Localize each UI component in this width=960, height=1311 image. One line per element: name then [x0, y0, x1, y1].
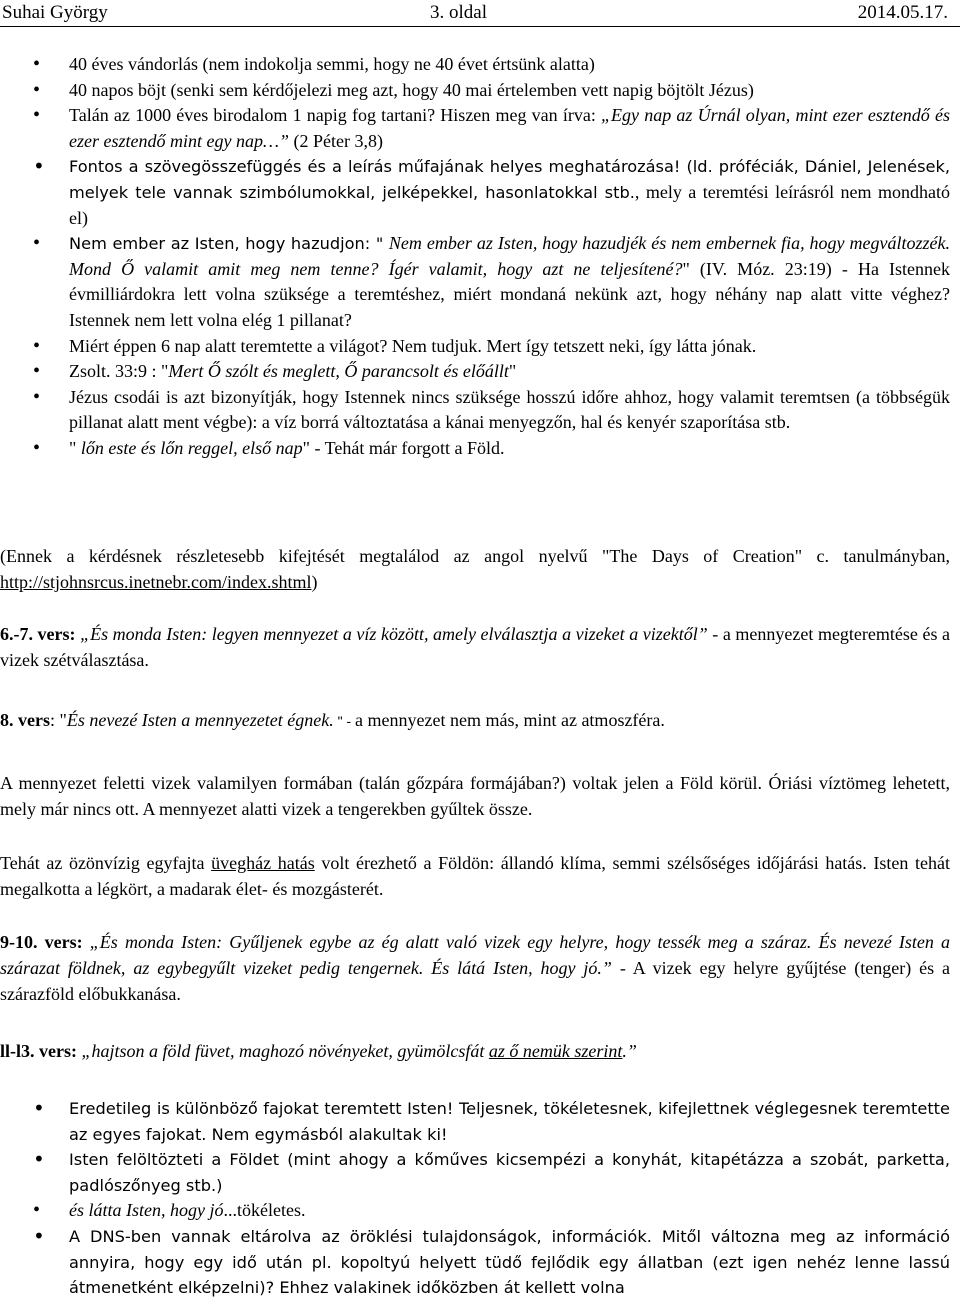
verse-9-10: 9-10. vers: „És monda Isten: Gyűljenek egybe az ég alatt való vizek egy helyre, hogy tessék meg a száraz. És nevezé Isten a szárazat földnek, az egybegyűlt vizeket pedig tengernek. És látá Isten, hogy jó.” - A vizek egy helyre gyűjtése (tenger) és a szárazföld előbukkanása. — [0, 932, 950, 1004]
scripture-quote: Mert Ő szólt és meglett, Ő parancsolt és előállt — [168, 361, 509, 382]
list-item: • 40 napos böjt (senki sem kérdőjelezi meg azt, hogy 40 mai értelemben vett napig böjtölt Jézus) — [0, 78, 960, 104]
verse-ref: 6.-7. vers: — [0, 624, 81, 644]
list-item: • Fontos a szövegösszefüggés és a leírás műfajának helyes meghatározása! (ld. próféciák, Dániel, Jelenések, melyek tele vannak szimbólumokkal, jelképekkel, hasonlatokkal stb., mely a teremtési leírásról nem mondható el) — [0, 154, 960, 231]
list-item: • Miért éppen 6 nap alatt teremtette a világot? Nem tudjuk. Mert így tetszett neki, így látta jónak. — [0, 334, 960, 360]
reference-link[interactable]: http://stjohnsrcus.inetnebr.com/index.shtml — [0, 572, 312, 592]
list-item: • Isten felöltözteti a Földet (mint ahogy a kőműves kicsempézi a konyhát, kitapétázza a szobát, parketta, padlószőnyeg stb.) — [0, 1147, 960, 1198]
list-item: • Nem ember az Isten, hogy hazudjon: " Nem ember az Isten, hogy hazudjék és nem embernek fia, hogy megváltozzék. Mond Ő valamit amit meg nem tenne? Ígér valamit, hogy azt ne teljesítené?" (IV. Móz. 23:19) - Ha Istennek évmilliárdokra lett volna szüksége a teremtéshez, miért mondaná nekünk azt, hogy néhány nap alatt vitte véghez? Istennek nem lett volna elég 1 pillanat? — [0, 231, 960, 333]
verse-ref: 8. vers — [0, 710, 50, 730]
list-item: • 40 éves vándorlás (nem indokolja semmi, hogy ne 40 évet értsünk alatta) — [0, 52, 960, 78]
bullet-list-2 — [0, 1096, 960, 1301]
verse-11-13 — [0, 1038, 950, 1064]
scripture-quote: „És monda Isten: Gyűljenek egybe az ég alatt való vizek egy helyre, hogy tessék meg a száraz. És nevezé Isten a szárazat földnek, az egybegyűlt vizeket pedig tengernek. És látá Isten, hogy jó.” — [0, 932, 950, 978]
list-item: • Talán az 1000 éves birodalom 1 napig fog tartani? Hiszen meg van írva: „Egy nap az Úrnál olyan, mint ezer esztendő és ezer esztendő mint egy nap…” (2 Péter 3,8) — [0, 103, 960, 154]
bullet-list-1 — [0, 52, 960, 462]
paragraph-water: A mennyezet feletti vizek valamilyen formában (talán gőzpára formájában?) voltak jelen a Föld körül. Óriási víztömeg lehetett, mely már nincs ott. A mennyezet alatti vizek a tengerekben gyűltek össze. — [0, 773, 950, 819]
scripture-quote: „Egy nap az Úrnál olyan, mint ezer esztendő és ezer esztendő mint egy nap…” — [69, 105, 950, 151]
scripture-quote: „hajtson a föld füvet, maghozó növényeket, gyümölcsfát az ő nemük szerint.” — [81, 1041, 637, 1061]
scripture-quote: És nevezé Isten a mennyezetet égnek. — [66, 710, 334, 730]
list-item: • A DNS-ben vannak eltárolva az öröklési tulajdonságok, információk. Mitől változna meg az információ annyira, hogy egy idő után pl. kopoltyú helyett tüdő fejlődik egy állatban (ezt igen nehéz lenne lassú átmenetként elképzelni)? Ehhez valakinek időközben át kellett volna — [0, 1224, 960, 1301]
header-page-number: 3. oldal — [430, 2, 487, 23]
verse-8: 8. vers: "És nevezé Isten a mennyezetet égnek. " - a mennyezet nem más, mint az atmoszféra. — [0, 710, 665, 730]
scripture-quote: „És monda Isten: legyen mennyezet a víz között, amely elválasztja a vizeket a vizektől” — [80, 624, 708, 644]
list-item: • Eredetileg is különböző fajokat teremtett Isten! Teljesnek, tökéletesnek, kifejlettnek véglegesnek teremtette az egyes fajokat. Nem egymásból alakultak ki! — [0, 1096, 960, 1147]
list-item: • Zsolt. 33:9 : "Mert Ő szólt és meglett, Ő parancsolt és előállt" — [0, 359, 960, 385]
header-author: Suhai György — [2, 2, 108, 23]
verse-6-7: 6.-7. vers: „És monda Isten: legyen mennyezet a víz között, amely elválasztja a vizeket a vizektől” - a mennyezet megteremtése és a vizek szétválasztása. — [0, 624, 950, 670]
list-item: • Jézus csodái is azt bizonyítják, hogy Istennek nincs szüksége hosszú időre ahhoz, hogy valamit teremtsen (a többségük pillanat alatt ment végbe): a víz borrá változtatása a kánai menyegzőn, hal és kenyér szaporítása stb. — [0, 385, 960, 436]
list-item: • és látta Isten, hogy jó...tökéletes. — [0, 1198, 960, 1224]
scripture-quote: Nem ember az Isten, hogy hazudjék és nem embernek fia, hogy megváltozzék. Mond Ő valamit amit meg nem tenne? Ígér valamit, hogy azt ne teljesítené? — [69, 233, 950, 279]
paragraph-flood: Tehát az özönvízig egyfajta üvegház hatás volt érezhető a Földön: állandó klíma, semmi szélsőséges időjárási hatás. Isten tehát megalkotta a légkört, a madarak élet- és mozgásterét. — [0, 853, 951, 899]
scripture-quote: lőn este és lőn reggel, első nap — [80, 437, 303, 458]
header-date: 2014.05.17. — [857, 2, 948, 23]
page-header — [0, 0, 960, 27]
verse-ref: ll-l3. vers: — [0, 1041, 82, 1061]
list-item: • " lőn este és lőn reggel, első nap" - Tehát már forgott a Föld. — [0, 436, 960, 462]
paragraph-reference: (Ennek a kérdésnek részletesebb kifejtését megtalálod az angol nyelvű "The Days of Creation" c. tanulmányban, http://stjohnsrcus.inetnebr.com/index.shtml) — [0, 546, 950, 592]
verse-ref: 9-10. vers: — [0, 932, 90, 952]
